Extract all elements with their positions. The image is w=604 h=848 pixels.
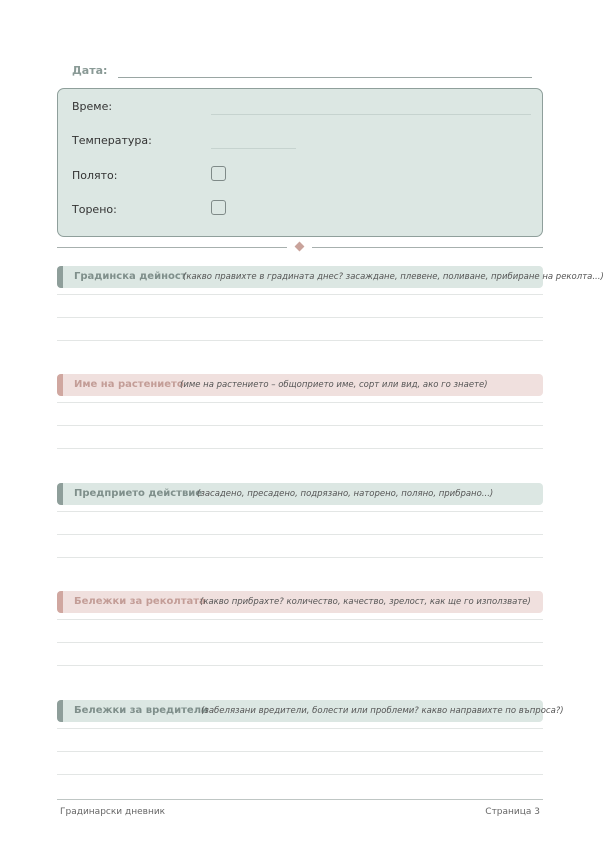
section-hint: (забелязани вредители, болести или проблеми? какво направихте по въпроса?) (201, 706, 564, 716)
fertilized-row (72, 200, 532, 220)
section-hint: (какво правихте в градината днес? засаждане, плевене, поливане, прибиране на реколта...) (183, 272, 604, 282)
date-input-line[interactable] (118, 77, 532, 78)
writing-line[interactable] (57, 619, 543, 620)
temperature-row (72, 131, 532, 151)
writing-line[interactable] (57, 774, 543, 775)
writing-line[interactable] (57, 340, 543, 341)
section-header (57, 374, 543, 396)
watered-row (72, 166, 532, 186)
section-hint: (какво прибрахте? количество, качество, зрелост, как ще го използвате) (200, 597, 531, 607)
section-header (57, 591, 543, 613)
section-title: Бележки за реколтата (74, 596, 206, 607)
section-title: Градинска дейност (74, 271, 187, 282)
writing-line[interactable] (57, 751, 543, 752)
footer-journal-title: Градинарски дневник (60, 807, 166, 817)
date-row (72, 62, 532, 80)
section-hint: (засадено, пресадено, подрязано, наторено, поляно, прибрано...) (197, 489, 494, 499)
info-box (57, 88, 543, 237)
section-title: Предприето действие (74, 488, 203, 499)
fertilized-checkbox[interactable] (211, 200, 226, 215)
divider-right (312, 247, 543, 248)
writing-line[interactable] (57, 294, 543, 295)
temperature-input-line[interactable] (211, 148, 296, 149)
date-label: Дата: (72, 64, 108, 77)
time-input-line[interactable] (211, 114, 531, 115)
section-accent-bar (57, 483, 63, 505)
footer-divider (57, 799, 543, 800)
writing-line[interactable] (57, 534, 543, 535)
writing-line[interactable] (57, 665, 543, 666)
writing-line[interactable] (57, 642, 543, 643)
time-label: Време: (72, 100, 113, 113)
writing-line[interactable] (57, 317, 543, 318)
section-title: Бележки за вредители (74, 705, 209, 716)
section-accent-bar (57, 700, 63, 722)
section-accent-bar (57, 591, 63, 613)
diamond-ornament-icon (295, 242, 305, 252)
section-accent-bar (57, 374, 63, 396)
writing-line[interactable] (57, 425, 543, 426)
writing-line[interactable] (57, 728, 543, 729)
watered-label: Полято: (72, 169, 118, 182)
section-accent-bar (57, 266, 63, 288)
section-hint: (име на растението – общоприето име, сорт или вид, ако го знаете) (180, 380, 488, 390)
section-header (57, 700, 564, 722)
fertilized-label: Торено: (72, 203, 117, 216)
writing-line[interactable] (57, 557, 543, 558)
writing-line[interactable] (57, 448, 543, 449)
section-title: Име на растението (74, 379, 184, 390)
writing-line[interactable] (57, 511, 543, 512)
time-row (72, 97, 532, 117)
temperature-label: Температура: (72, 134, 152, 147)
section-header (57, 483, 543, 505)
footer-page-number: Страница 3 (485, 807, 540, 817)
writing-line[interactable] (57, 402, 543, 403)
watered-checkbox[interactable] (211, 166, 226, 181)
divider-left (57, 247, 287, 248)
section-header (57, 266, 604, 288)
